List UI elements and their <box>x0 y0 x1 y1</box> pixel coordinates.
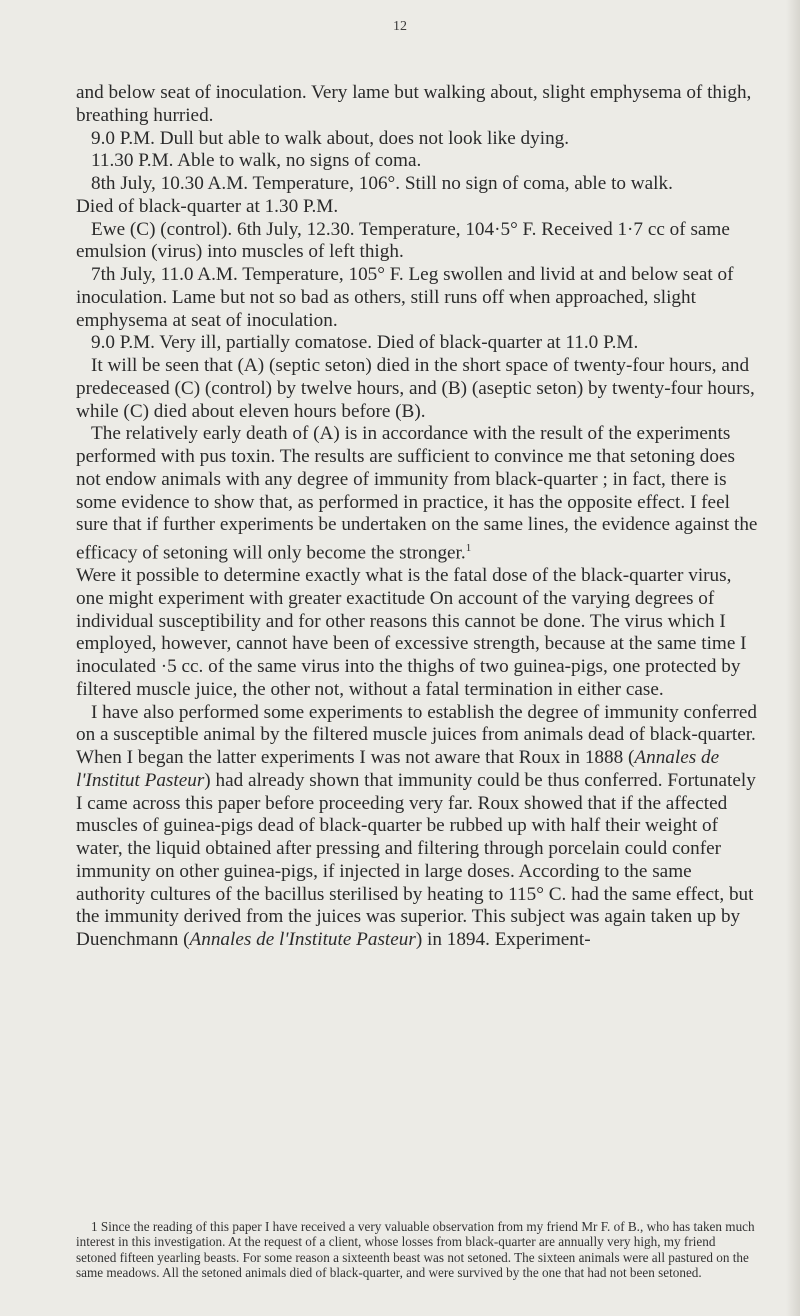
paragraph: 11.30 P.M. Able to walk, no signs of coma. <box>91 150 422 172</box>
paragraph-text: ) had already shown that immunity could be thus conferred. Fortunately I came across this paper before proceeding very far. Roux showed that if the affected muscles of guinea-pigs dead of black-quarter be rubbed up with half their weight of water, the liquid obtained after pressing and filtering through porcelain could confer immunity on other guinea-pigs, if injected in large doses. According to the same authority cultures of the bacillus sterilised by heating to 115° C. had the same effect, but the immunity derived from the juices was superior. This subject was again taken up by Duenchmann ( <box>76 769 756 951</box>
paragraph <box>76 423 758 565</box>
paragraph: 7th July, 11.0 A.M. Temperature, 105° F. Leg swollen and livid at and below seat of inoculation. Lame but not so bad as others, still runs off when approached, slight emphysema at seat of inoculation. <box>76 264 734 331</box>
paragraph: It will be seen that (A) (septic seton) died in the short space of twenty-four hours, and predeceased (C) (control) by twelve hours, and (B) (aseptic seton) by twenty-four hours, while (C) died about eleven hours before (B). <box>76 355 755 422</box>
body-text <box>76 82 758 952</box>
journal-citation: Annales de l'Institute Pasteur <box>189 929 416 951</box>
page-edge-shadow <box>786 0 800 1316</box>
footnote-block <box>76 1219 758 1281</box>
paragraph: Ewe (C) (control). 6th July, 12.30. Temperature, 104·5° F. Received 1·7 cc of same emulsion (virus) into muscles of left thigh. <box>76 218 730 263</box>
footnote-reference: 1 <box>465 542 472 554</box>
paragraph: 8th July, 10.30 A.M. Temperature, 106°. Still no sign of coma, able to walk. <box>91 173 673 194</box>
paragraph: and below seat of inoculation. Very lame but walking about, slight emphysema of thigh, breathing hurried. <box>76 82 752 126</box>
journal-citation: Annales de l'Institut Pasteur <box>76 747 720 791</box>
page-number: 12 <box>393 19 407 34</box>
paragraph: Died of black-quarter at 1.30 P.M. <box>76 195 339 217</box>
paragraph: 9.0 P.M. Very ill, partially comatose. Died of black-quarter at 11.0 P.M. <box>91 332 639 354</box>
paragraph-text: I have also performed some experiments to establish the degree of immunity conferred on a susceptible animal by the filtered muscle juices from animals dead of black-quarter. When I began the latter experiments I was not aware that Roux in 1888 ( <box>76 701 758 769</box>
footnote: 1 Since the reading of this paper I have received a very valuable observation from my friend Mr F. of B., who has taken much interest in this investigation. At the request of a client, whose losses from black-quarter are annually very high, my friend setoned fifteen yearling beasts. For some reason a sixteenth beast was not setoned. The sixteen animals were all pastured on the same meadows. All the setoned animals died of black-quarter, and were survived by the one that had not been setoned. <box>76 1219 755 1281</box>
paragraph: 9.0 P.M. Dull but able to walk about, does not look like dying. <box>91 127 570 149</box>
paragraph: Were it possible to determine exactly what is the fatal dose of the black-quarter virus, one might experiment with greater exactitude On account of the varying degrees of individual susceptibility and for other reasons this cannot be done. The virus which I employed, however, cannot have been of excessive strength, because at the same time I inoculated ·5 cc. of the same virus into the thighs of two guinea-pigs, one protected by filtered muscle juice, the other not, without a fatal termination in either case. <box>76 565 747 700</box>
paragraph <box>76 702 758 952</box>
paragraph-text: The relatively early death of (A) is in accordance with the result of the experiments performed with pus toxin. The results are sufficient to convince me that setoning does not endow animals with any degree of immunity from black-quarter ; in fact, there is some evidence to show that, as performed in practice, it has the opposite effect. I feel sure that if further experiments be undertaken on the same lines, the evidence against the efficacy of setoning will only become the stronger. <box>76 423 758 564</box>
paragraph-text: ) in 1894. Experiment- <box>415 929 591 951</box>
